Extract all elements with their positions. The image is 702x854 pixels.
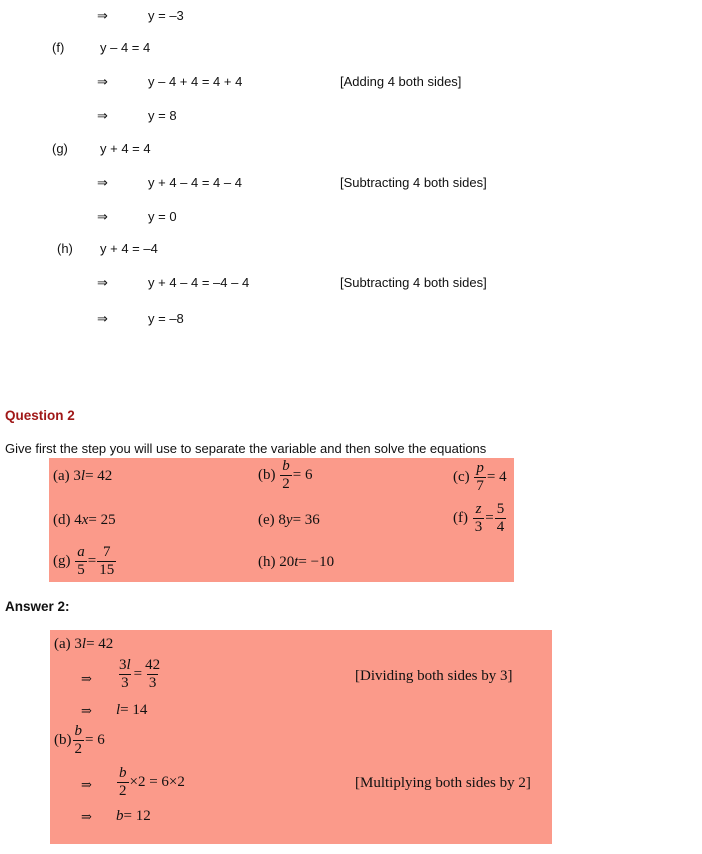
variable: y	[285, 512, 293, 528]
equation-line: y + 4 = 4	[100, 141, 151, 156]
coefficient: 3	[74, 636, 82, 652]
item-label: (d)	[53, 512, 71, 528]
question-prompt: Give first the step you will use to separate the variable and then solve the equations	[5, 441, 487, 456]
part-label: (g)	[52, 141, 68, 156]
answer-title: Answer 2:	[5, 599, 70, 614]
equation-line: y + 4 = –4	[100, 241, 158, 256]
question-item-g	[53, 545, 117, 578]
fraction	[280, 459, 292, 492]
item-label: (f)	[453, 510, 468, 526]
implies-arrow: ⇒	[97, 175, 108, 190]
denominator: 4	[496, 519, 505, 535]
denominator: 3	[121, 675, 129, 691]
part-label: (f)	[52, 40, 65, 55]
denominator: 15	[99, 562, 115, 578]
variable: l	[81, 636, 87, 652]
variable: b	[116, 808, 124, 824]
coefficient: 3	[73, 468, 81, 484]
equation-line: y = –8	[148, 311, 184, 326]
variable: l	[116, 702, 121, 718]
fraction	[73, 724, 85, 757]
question-item-a	[53, 468, 112, 485]
item-label: (g)	[53, 553, 71, 569]
fraction	[97, 545, 116, 578]
coefficient: 4	[74, 512, 82, 528]
fraction	[474, 461, 486, 494]
coefficient: 8	[278, 512, 286, 528]
step-note: [Adding 4 both sides]	[340, 74, 462, 89]
coefficient: 20	[279, 554, 295, 570]
denominator: 7	[476, 478, 484, 494]
equation-rhs: = 42	[85, 468, 113, 484]
implies-arrow: ⇒	[81, 671, 92, 686]
item-label: (b)	[258, 467, 276, 483]
implies-arrow: ⇒	[97, 311, 108, 326]
step-note: [Dividing both sides by 3]	[355, 668, 513, 684]
implies-arrow: ⇒	[81, 809, 92, 824]
denominator: 5	[77, 562, 85, 578]
question-item-b	[258, 459, 312, 492]
numerator	[117, 658, 133, 674]
equation-rhs: = 12	[123, 808, 151, 824]
variable: l	[126, 657, 131, 673]
implies-arrow: ⇒	[97, 209, 108, 224]
question-title: Question 2	[5, 408, 75, 423]
implies-arrow: ⇒	[81, 703, 92, 718]
denominator: 3	[474, 519, 483, 535]
denominator: 3	[148, 675, 157, 691]
step-note: [Subtracting 4 both sides]	[340, 175, 487, 190]
denominator: 2	[119, 783, 127, 799]
fraction	[117, 766, 129, 799]
equation-rhs: = 36	[292, 512, 320, 528]
implies-arrow: ⇒	[97, 108, 108, 123]
equation-rhs: ×2 = 6×2	[129, 774, 185, 790]
item-label: (b)	[54, 732, 72, 748]
numerator: 5	[496, 501, 505, 517]
item-label: (h)	[258, 554, 276, 570]
denominator: 2	[74, 741, 82, 757]
equation-line: y + 4 – 4 = –4 – 4	[148, 275, 250, 290]
item-label: (e)	[258, 512, 275, 528]
answer-a-equation	[54, 636, 113, 653]
question-item-e	[258, 512, 320, 529]
coefficient: 3	[119, 657, 127, 673]
numerator: 42	[145, 657, 161, 673]
equation-line: y = –3	[148, 8, 184, 23]
denominator: 2	[282, 476, 290, 492]
answer-b-result	[116, 808, 151, 825]
item-label: (a)	[53, 468, 70, 484]
fraction	[117, 658, 133, 691]
variable: t	[294, 554, 299, 570]
equation-rhs: = −10	[298, 554, 335, 570]
equation-line: y = 8	[148, 108, 177, 123]
item-label: (a)	[54, 636, 71, 652]
numerator: z	[475, 501, 482, 517]
numerator: 7	[102, 544, 111, 560]
equals-sign: =	[87, 553, 97, 569]
question-item-d	[53, 512, 116, 529]
equation-rhs: = 4	[486, 469, 507, 485]
equation-line: y – 4 + 4 = 4 + 4	[148, 74, 243, 89]
question-item-f	[453, 502, 507, 535]
implies-arrow: ⇒	[97, 74, 108, 89]
answer-a-step1	[116, 658, 163, 691]
fraction	[75, 545, 87, 578]
equation-line: y = 0	[148, 209, 177, 224]
answer-b-equation	[54, 724, 105, 757]
equation-line: y – 4 = 4	[100, 40, 151, 55]
fraction	[143, 658, 162, 691]
answer-b-step1	[116, 766, 185, 799]
equation-line: y + 4 – 4 = 4 – 4	[148, 175, 242, 190]
step-note: [Subtracting 4 both sides]	[340, 275, 487, 290]
equation-rhs: = 42	[86, 636, 114, 652]
equation-rhs: = 6	[85, 732, 105, 748]
numerator: b	[119, 765, 127, 781]
variable: l	[80, 468, 86, 484]
implies-arrow: ⇒	[97, 8, 108, 23]
answer-a-result	[116, 702, 147, 719]
equation-rhs: = 6	[292, 467, 313, 483]
numerator: b	[74, 723, 82, 739]
equation-rhs: = 25	[88, 512, 116, 528]
numerator: b	[282, 458, 290, 474]
equals-sign: =	[485, 510, 494, 526]
numerator: p	[476, 460, 484, 476]
part-label: (h)	[57, 241, 73, 256]
implies-arrow: ⇒	[97, 275, 108, 290]
variable: x	[81, 512, 89, 528]
question-item-c	[453, 461, 507, 494]
fraction	[495, 502, 507, 535]
question-item-h	[258, 554, 334, 571]
implies-arrow: ⇒	[81, 777, 92, 792]
step-note: [Multiplying both sides by 2]	[355, 775, 531, 791]
fraction	[473, 502, 485, 535]
item-label: (c)	[453, 469, 470, 485]
equation-rhs: = 14	[120, 702, 148, 718]
numerator: a	[77, 544, 85, 560]
equals-sign: =	[133, 666, 143, 682]
